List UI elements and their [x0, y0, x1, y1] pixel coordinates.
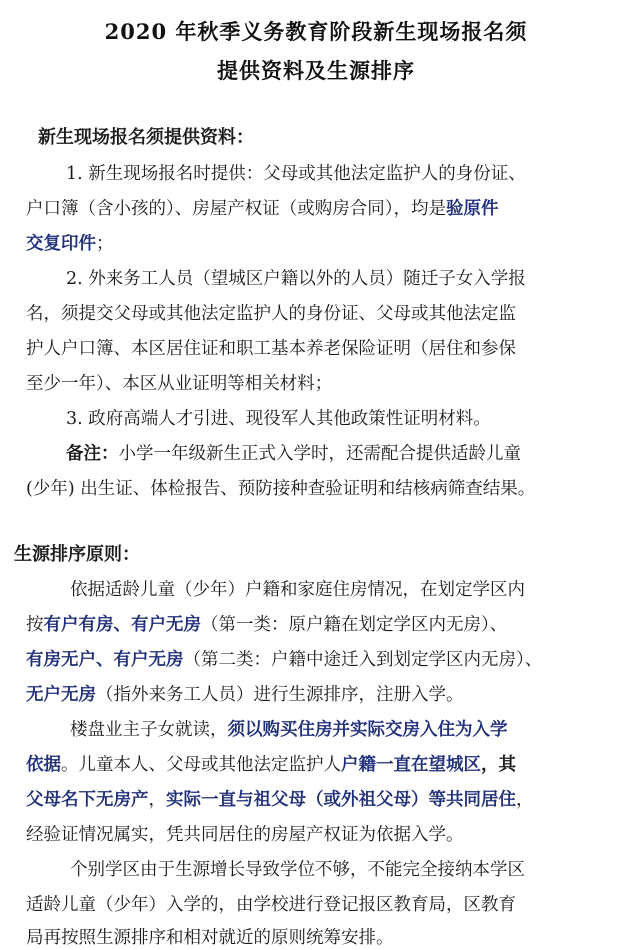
note-line1	[66, 442, 521, 466]
note-line1-text: 小学一年级新生正式入学时，还需配合提供适龄儿童	[118, 444, 521, 464]
item1-line2-text: 户口簿（含小孩的）、房屋产权证（或购房合同），均是	[26, 199, 446, 219]
p2-line2-tail: ，其	[481, 755, 516, 775]
p2-line1	[70, 718, 508, 742]
note-line2: (少年) 出生证、体检报告、预防接种查验证明和结核病筛查结果。	[26, 479, 536, 499]
section2-heading: 生源排序原则：	[14, 544, 140, 565]
item2-line2: 名，须提交父母或其他法定监护人的身份证、父母或其他法定监	[26, 304, 516, 324]
item3-line1: 3. 政府高端人才引进、现役军人其他政策性证明材料。	[66, 409, 491, 429]
p2-emphasis-purchase: 须以购买住房并实际交房入住为入学	[227, 720, 508, 740]
item1-line2	[26, 197, 499, 221]
p2-line3-comma2: ，	[516, 790, 534, 810]
item1-line3-text: ；	[96, 234, 114, 254]
p2-emphasis-grandparents: 实际一直与祖父母（或外祖父母）	[166, 790, 429, 810]
item1-emphasis-submit-copy: 交复印件	[26, 234, 96, 254]
p1-line4-text: （指外来务工人员）进行生源排序，注册入学。	[96, 685, 464, 705]
p1-line2-prefix: 按	[26, 615, 44, 635]
item2-line1: 2. 外来务工人员（望城区户籍以外的人员）随迁子女入学报	[66, 269, 526, 289]
p1-line2-text: （第一类：原户籍在划定学区内无房）、	[201, 615, 508, 635]
p1-line4	[26, 683, 464, 707]
note-label: 备注：	[66, 444, 119, 464]
item2-line3: 护人户口簿、本区居住证和职工基本养老保险证明（居住和参保	[26, 339, 516, 359]
item2-line4: 至少一年）、本区从业证明等相关材料；	[26, 374, 333, 394]
p1-line2	[26, 613, 507, 637]
item1-line1: 1. 新生现场报名时提供：父母或其他法定监护人的身份证、	[66, 164, 526, 184]
item1-emphasis-verify-original: 验原件	[446, 199, 499, 219]
p2-line1-text: 楼盘业主子女就读，	[70, 720, 228, 740]
p1-line3-text: （第二类：户籍中途迁入到划定学区内无房）、	[183, 650, 543, 670]
item1-line3	[26, 232, 114, 256]
p2-line4: 经验证情况属实，凭共同居住的房屋产权证为依据入学。	[26, 825, 464, 845]
p1-emphasis-category3: 无户无房	[26, 685, 96, 705]
p2-line2-text: 。儿童本人、父母或其他法定监护人	[61, 755, 341, 775]
p2-line3-comma: ，	[148, 790, 166, 810]
p2-emphasis-basis: 依据	[26, 755, 61, 775]
p1-line1: 依据适龄儿童（少年）户籍和家庭住房情况，在划定学区内	[70, 580, 525, 600]
section1-heading: 新生现场报名须提供资料：	[38, 127, 254, 148]
p2-emphasis-cohabit: 等共同居住	[428, 790, 516, 810]
p3-line1: 个别学区由于生源增长导致学位不够，不能完全接纳本学区	[70, 860, 525, 880]
document-title-line2: 提供资料及生源排序	[217, 58, 415, 83]
p3-line2: 适龄儿童（少年）入学的，由学校进行登记报区教育局，区教育	[26, 895, 516, 915]
p2-emphasis-hukou: 户籍一直在望城区	[341, 755, 481, 775]
p1-emphasis-category2: 有房无户、有户无房	[26, 650, 184, 670]
p3-line3: 局再按照生源排序和相对就近的原则统筹安排。	[26, 928, 394, 948]
p2-line3	[26, 788, 534, 812]
p1-emphasis-category1: 有户有房、有户无房	[43, 615, 201, 635]
p2-emphasis-no-property: 父母名下无房产	[26, 790, 149, 810]
p1-line3	[26, 648, 542, 672]
document-title-line1: 2020 年秋季义务教育阶段新生现场报名须	[104, 19, 528, 44]
p2-line2	[26, 753, 516, 777]
